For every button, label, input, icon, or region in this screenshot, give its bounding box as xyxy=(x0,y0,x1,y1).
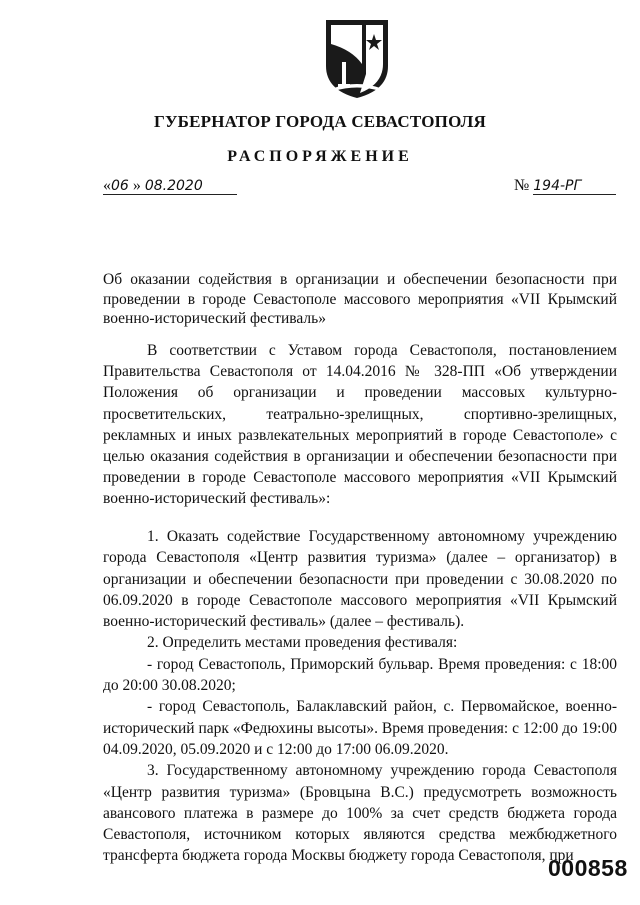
document-date xyxy=(103,177,243,195)
order-item-1: 1. Оказать содействие Государственному автономному учреждению города Севастополя «Центр развития туризма» (далее – организатор) в организации и обеспечении безопасности при проведении с 30.08.2020 по 06.09.2020 в городе Севастополе массового мероприятия «VII Крымский военно-исторический фестиваль» (далее – фестиваль). xyxy=(103,528,617,631)
date-close-quote: » xyxy=(132,177,141,194)
order-item-2: 2. Определить местами проведения фестиваля: xyxy=(147,634,458,652)
order-item-3: 3. Государственному автономному учреждению города Севастополя «Центр развития туризма» (Бровцына В.С.) предусмотреть возможность авансового платежа в размере до 100% за счет средств бюджета города Севастополя, источником которых являются средства межбюджетного трансферта бюджета города Москвы бюджету города Севастополя, при xyxy=(103,762,617,865)
date-open-quote: « xyxy=(103,177,111,194)
number-underline xyxy=(533,194,616,195)
document-subject: Об оказании содействия в организации и обеспечении безопасности при проведении в городе Севастополе массового мероприятия «VII Крымский военно-исторический фестиваль» xyxy=(103,271,617,327)
order-items xyxy=(103,526,617,867)
issuing-authority: ГУБЕРНАТОР ГОРОДА СЕВАСТОПОЛЯ xyxy=(153,112,486,131)
page-serial-number: 000858 xyxy=(548,855,628,881)
date-day: 06 xyxy=(111,178,129,194)
order-item-2-venue-1: - город Севастополь, Приморский бульвар. Время проведения: с 18:00 до 20:00 30.08.2020; xyxy=(103,655,617,695)
number-value: 194-РГ xyxy=(533,178,582,194)
document-number xyxy=(514,177,624,195)
order-item-2-venue-2: - город Севастополь, Балаклавский район, с. Первомайское, военно-исторический парк «Федюхины высоты». Время проведения: с 12:00 до 19:00 04.09.2020, 05.09.2020 и с 12:00 до 17:00 06.09.2020. xyxy=(103,698,617,758)
document-type-title: РАСПОРЯЖЕНИЕ xyxy=(227,148,413,165)
date-month-year: 08.2020 xyxy=(144,178,203,194)
date-underline xyxy=(103,194,237,195)
number-sign: № xyxy=(514,177,530,194)
sevastopol-coat-of-arms-emblem xyxy=(322,14,392,100)
preamble-paragraph: В соответствии с Уставом города Севастополя, постановлением Правительства Севастополя от 14.04.2016 № 328-ПП «Об утверждении Положения об организации и проведении массовых культурно-просветительских, театрально-зрелищных, спортивно-зрелищных, рекламных и иных развлекательных мероприятий в городе Севастополе» с целью оказания содействия в организации и обеспечении безопасности при проведении в городе Севастополе массового мероприятия «VII Крымский военно-исторический фестиваль»: xyxy=(103,342,617,508)
